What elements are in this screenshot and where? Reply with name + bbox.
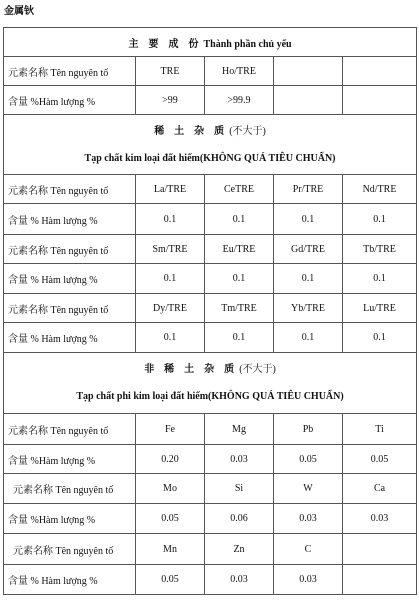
rare-row-names-1 [4,175,417,204]
cell: Eu/TRE [205,235,274,264]
cell: Ca [343,474,417,504]
nonrare-row-content-1 [4,445,417,474]
cell: 0.03 [205,565,274,595]
cell: Mo [136,474,205,504]
rare-row-names-3 [4,294,417,323]
row-label: 元素名称 Tên nguyên tố [4,414,136,445]
cell: Ho/TRE [205,57,274,86]
cell: 0.05 [343,445,417,474]
cell: Zn [205,534,274,565]
row-label: 含量 % Hàm lượng % [4,264,136,294]
row-label: 含量 % Hàm lượng % [4,565,136,595]
cell: 0.03 [205,445,274,474]
rare-row-names-2 [4,235,417,264]
cell: TRE [136,57,205,86]
row-label: 元素名称 Tên nguyên tố [4,474,136,504]
cell: 0.06 [205,504,274,534]
cell: Nd/TRE [343,175,417,204]
cell [343,86,417,115]
cell: 0.1 [136,264,205,294]
row-label: 含量 % Hàm lượng % [4,323,136,353]
cell: 0.1 [274,323,343,353]
cell: Dy/TRE [136,294,205,323]
cell: 0.1 [274,264,343,294]
row-label: 含量 %Hàm lượng % [4,445,136,474]
cell: 0.05 [136,504,205,534]
cell: Si [205,474,274,504]
cell: 0.1 [205,264,274,294]
cell: Mg [205,414,274,445]
cell: Yb/TRE [274,294,343,323]
main-header [4,28,417,57]
rare-header-note: (不大于) [229,125,266,137]
cell: Pb [274,414,343,445]
cell [274,57,343,86]
rare-header-row [4,115,417,175]
rare-row-content-2 [4,264,417,294]
main-row-content [4,86,417,115]
cell: Gd/TRE [274,235,343,264]
cell [274,86,343,115]
rare-header-vn: Tạp chất kim loại đất hiếm(KHÔNG QUÁ TIÊU CHUẨN) [84,152,336,164]
cell: La/TRE [136,175,205,204]
cell: 0.20 [136,445,205,474]
cell: Tb/TRE [343,235,417,264]
cell: Lu/TRE [343,294,417,323]
cell: 0.1 [343,323,417,353]
cell: Mn [136,534,205,565]
cell: 0.03 [343,504,417,534]
cell: 0.03 [274,504,343,534]
rare-header [4,115,417,175]
row-label: 元素名称 Tên nguyên tố [4,57,136,86]
nonrare-header-note: (不大于) [239,364,276,375]
row-label: 元素名称 Tên nguyên tố [4,175,136,204]
cell: C [274,534,343,565]
nonrare-row-content-2 [4,504,417,534]
cell: 0.1 [274,204,343,235]
nonrare-row-names-3 [4,534,417,565]
cell: Fe [136,414,205,445]
rare-header-cn: 稀 土 杂 质 [154,125,225,137]
main-row-names [4,57,417,86]
row-label: 含量 % Hàm lượng % [4,204,136,235]
row-label: 含量 %Hàm lượng % [4,504,136,534]
cell [343,57,417,86]
cell: 0.05 [274,445,343,474]
row-label: 元素名称 Tên nguyên tố [4,534,136,565]
nonrare-header-vn: Tạp chất phi kim loại đất hiếm(KHÔNG QUÁ TIÊU CHUẨN) [76,391,344,402]
cell: Tm/TRE [205,294,274,323]
main-header-row [4,28,417,57]
spec-table [3,27,417,595]
nonrare-row-content-3 [4,565,417,595]
cell: 0.1 [136,323,205,353]
row-label: 元素名称 Tên nguyên tố [4,235,136,264]
nonrare-header [4,353,417,414]
cell: 0.1 [205,323,274,353]
row-label: 含量 %Hàm lượng % [4,86,136,115]
document-title: 金属钬 [4,6,34,17]
cell: >99 [136,86,205,115]
rare-row-content-1 [4,204,417,235]
cell [343,565,417,595]
cell: 0.1 [343,204,417,235]
cell: W [274,474,343,504]
nonrare-row-names-2 [4,474,417,504]
main-header-vn: Thành phần chủ yếu [203,38,292,50]
nonrare-header-cn: 非 稀 土 杂 质 [144,364,235,375]
cell: >99.9 [205,86,274,115]
row-label: 元素名称 Tên nguyên tố [4,294,136,323]
cell: 0.05 [136,565,205,595]
nonrare-header-row [4,353,417,414]
cell: 0.1 [343,264,417,294]
rare-row-content-3 [4,323,417,353]
nonrare-row-names-1 [4,414,417,445]
cell: 0.1 [205,204,274,235]
cell [343,534,417,565]
cell: 0.03 [274,565,343,595]
cell: 0.1 [136,204,205,235]
cell: Pr/TRE [274,175,343,204]
main-header-cn: 主 要 成 份 [128,38,199,50]
cell: CeTRE [205,175,274,204]
cell: Ti [343,414,417,445]
cell: Sm/TRE [136,235,205,264]
